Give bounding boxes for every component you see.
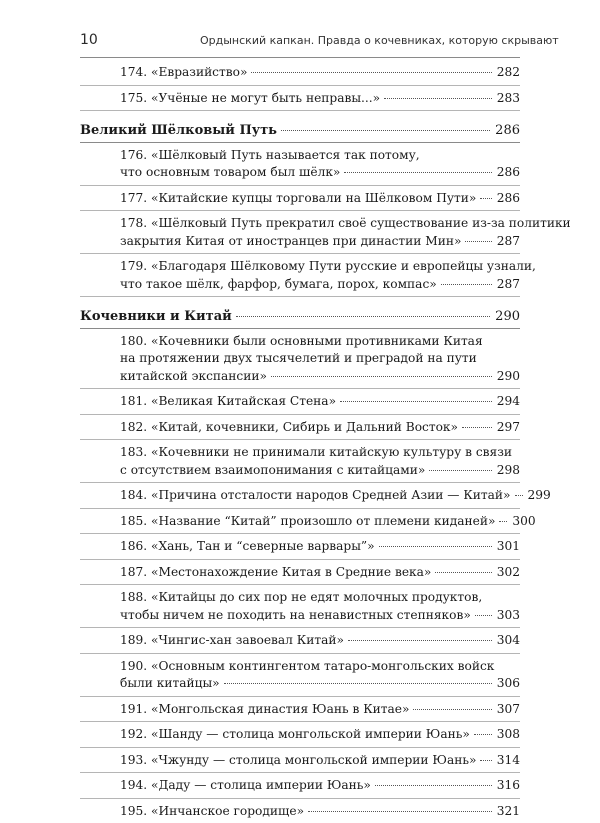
toc-entry	[80, 748, 520, 774]
toc-entry-line	[120, 777, 520, 795]
toc-entry	[80, 534, 520, 560]
toc-entry-line	[120, 190, 520, 208]
dot-leader	[480, 198, 491, 199]
section-title: Кочевники и Китай	[80, 308, 232, 326]
entry-title: 179. «Благодаря Шёлковому Пути русские и европейцы узнали,	[120, 258, 536, 276]
toc-entry-line	[120, 752, 520, 770]
dot-leader	[441, 284, 492, 285]
dot-leader	[251, 72, 491, 73]
entry-title: 176. «Шёлковый Путь называется так потому,	[120, 147, 420, 165]
page-reference: 300	[510, 513, 535, 531]
toc-entry	[80, 585, 520, 628]
toc-entry	[80, 86, 520, 112]
toc-entry-line	[120, 147, 520, 165]
toc-entry	[80, 483, 520, 509]
page-reference: 303	[495, 607, 520, 625]
toc-entry	[80, 415, 520, 441]
toc-entry-line	[120, 675, 520, 693]
page-reference: 304	[495, 632, 520, 650]
dot-leader	[236, 316, 490, 317]
toc-entry-line	[120, 726, 520, 744]
toc-entry	[80, 389, 520, 415]
dot-leader	[499, 521, 507, 522]
entry-title: 190. «Основным контингентом татаро-монгольских войск	[120, 658, 494, 676]
page-reference: 308	[495, 726, 520, 744]
entry-title: с отсутствием взаимопонимания с китайцами»	[120, 462, 425, 480]
toc-entry-line	[120, 462, 520, 480]
toc-entry-line	[120, 350, 520, 368]
dot-leader	[375, 785, 492, 786]
dot-leader	[413, 709, 491, 710]
page-reference: 290	[495, 368, 520, 386]
toc-entry-line	[120, 444, 520, 462]
page-reference: 294	[495, 393, 520, 411]
toc-entry	[80, 186, 520, 212]
toc-entry-line	[120, 513, 520, 531]
dot-leader	[308, 811, 492, 812]
toc-entry	[80, 560, 520, 586]
toc-entry	[80, 211, 520, 254]
page-reference: 282	[495, 64, 520, 82]
entry-title: что такое шёлк, фарфор, бумага, порох, компас»	[120, 276, 437, 294]
page-reference: 286	[493, 122, 520, 140]
page-reference: 287	[495, 233, 520, 251]
page-reference: 302	[495, 564, 520, 582]
entry-title: 181. «Великая Китайская Стена»	[120, 393, 336, 411]
entry-title: закрытия Китая от иностранцев при династии Мин»	[120, 233, 461, 251]
dot-leader	[344, 172, 491, 173]
page-reference: 307	[495, 701, 520, 719]
table-of-contents	[80, 60, 520, 823]
dot-leader	[384, 98, 492, 99]
dot-leader	[515, 495, 523, 496]
toc-section-heading	[80, 297, 520, 329]
toc-entry-line	[80, 308, 520, 326]
entry-title: что основным товаром был шёлк»	[120, 164, 340, 182]
toc-section-heading	[80, 111, 520, 143]
header-divider	[80, 57, 520, 58]
entry-title: были китайцы»	[120, 675, 220, 693]
entry-title: китайской экспансии»	[120, 368, 267, 386]
entry-title: 195. «Инчанское городище»	[120, 803, 304, 821]
toc-entry	[80, 799, 520, 823]
toc-entry-line	[120, 215, 520, 233]
entry-title: 187. «Местонахождение Китая в Средние века»	[120, 564, 431, 582]
entry-title: 182. «Китай, кочевники, Сибирь и Дальний Восток»	[120, 419, 458, 437]
toc-entry-line	[120, 419, 520, 437]
toc-entry	[80, 628, 520, 654]
entry-title: 194. «Даду — столица империи Юань»	[120, 777, 371, 795]
section-title: Великий Шёлковый Путь	[80, 122, 277, 140]
toc-entry-line	[80, 122, 520, 140]
toc-entry-line	[120, 607, 520, 625]
toc-entry-line	[120, 803, 520, 821]
dot-leader	[480, 760, 491, 761]
entry-title: 186. «Хань, Тан и “северные варвары”»	[120, 538, 375, 556]
entry-title: 174. «Евразийство»	[120, 64, 247, 82]
entry-title: 189. «Чингис-хан завоевал Китай»	[120, 632, 344, 650]
entry-title: 193. «Чжунду — столица монгольской империи Юань»	[120, 752, 476, 770]
entry-title: 178. «Шёлковый Путь прекратил своё существование из-за политики	[120, 215, 571, 233]
toc-entry-line	[120, 333, 520, 351]
toc-entry	[80, 509, 520, 535]
entry-title: 175. «Учёные не могут быть неправы...»	[120, 90, 380, 108]
page-reference: 298	[495, 462, 520, 480]
entry-title: 185. «Название “Китай” произошло от племени киданей»	[120, 513, 495, 531]
toc-entry-line	[120, 258, 520, 276]
page-reference: 301	[495, 538, 520, 556]
page-number: 10	[80, 32, 98, 48]
toc-entry-line	[120, 538, 520, 556]
entry-title: 183. «Кочевники не принимали китайскую культуру в связи	[120, 444, 512, 462]
toc-entry-line	[120, 658, 520, 676]
page-reference: 283	[495, 90, 520, 108]
entry-title: 184. «Причина отсталости народов Средней Азии — Китай»	[120, 487, 511, 505]
page-reference: 297	[495, 419, 520, 437]
entry-title: 177. «Китайские купцы торговали на Шёлковом Пути»	[120, 190, 476, 208]
dot-leader	[340, 401, 492, 402]
dot-leader	[475, 615, 492, 616]
toc-entry-line	[120, 589, 520, 607]
dot-leader	[271, 376, 492, 377]
toc-entry	[80, 722, 520, 748]
toc-entry-line	[120, 564, 520, 582]
page-reference: 316	[495, 777, 520, 795]
toc-entry	[80, 654, 520, 697]
dot-leader	[462, 427, 492, 428]
toc-entry-line	[120, 64, 520, 82]
dot-leader	[474, 734, 492, 735]
entry-title: чтобы ничем не походить на ненавистных степняков»	[120, 607, 471, 625]
dot-leader	[435, 572, 491, 573]
toc-entry-line	[120, 487, 520, 505]
entry-title: 180. «Кочевники были основными противниками Китая	[120, 333, 483, 351]
toc-entry-line	[120, 164, 520, 182]
running-title: Ордынский капкан. Правда о кочевниках, которую скрывают	[200, 34, 559, 47]
page-reference: 321	[495, 803, 520, 821]
toc-entry	[80, 143, 520, 186]
toc-entry	[80, 440, 520, 483]
page-reference: 290	[493, 308, 520, 326]
toc-entry	[80, 697, 520, 723]
page-reference: 286	[495, 190, 520, 208]
dot-leader	[281, 130, 490, 131]
page-reference: 299	[526, 487, 551, 505]
entry-title: 188. «Китайцы до сих пор не едят молочных продуктов,	[120, 589, 482, 607]
page-header	[80, 30, 520, 50]
toc-entry	[80, 254, 520, 297]
toc-entry	[80, 60, 520, 86]
dot-leader	[429, 470, 491, 471]
page-reference: 287	[495, 276, 520, 294]
dot-leader	[224, 683, 492, 684]
dot-leader	[348, 640, 492, 641]
toc-entry-line	[120, 393, 520, 411]
toc-entry-line	[120, 368, 520, 386]
toc-entry-line	[120, 233, 520, 251]
toc-entry-line	[120, 701, 520, 719]
page-reference: 286	[495, 164, 520, 182]
entry-title: на протяжении двух тысячелетий и преградой на пути	[120, 350, 477, 368]
toc-entry	[80, 773, 520, 799]
toc-entry-line	[120, 90, 520, 108]
toc-entry	[80, 329, 520, 390]
entry-title: 191. «Монгольская династия Юань в Китае»	[120, 701, 409, 719]
toc-entry-line	[120, 276, 520, 294]
dot-leader	[379, 546, 492, 547]
toc-entry-line	[120, 632, 520, 650]
page-reference: 314	[495, 752, 520, 770]
entry-title: 192. «Шанду — столица монгольской империи Юань»	[120, 726, 470, 744]
dot-leader	[465, 241, 491, 242]
page-reference: 306	[495, 675, 520, 693]
